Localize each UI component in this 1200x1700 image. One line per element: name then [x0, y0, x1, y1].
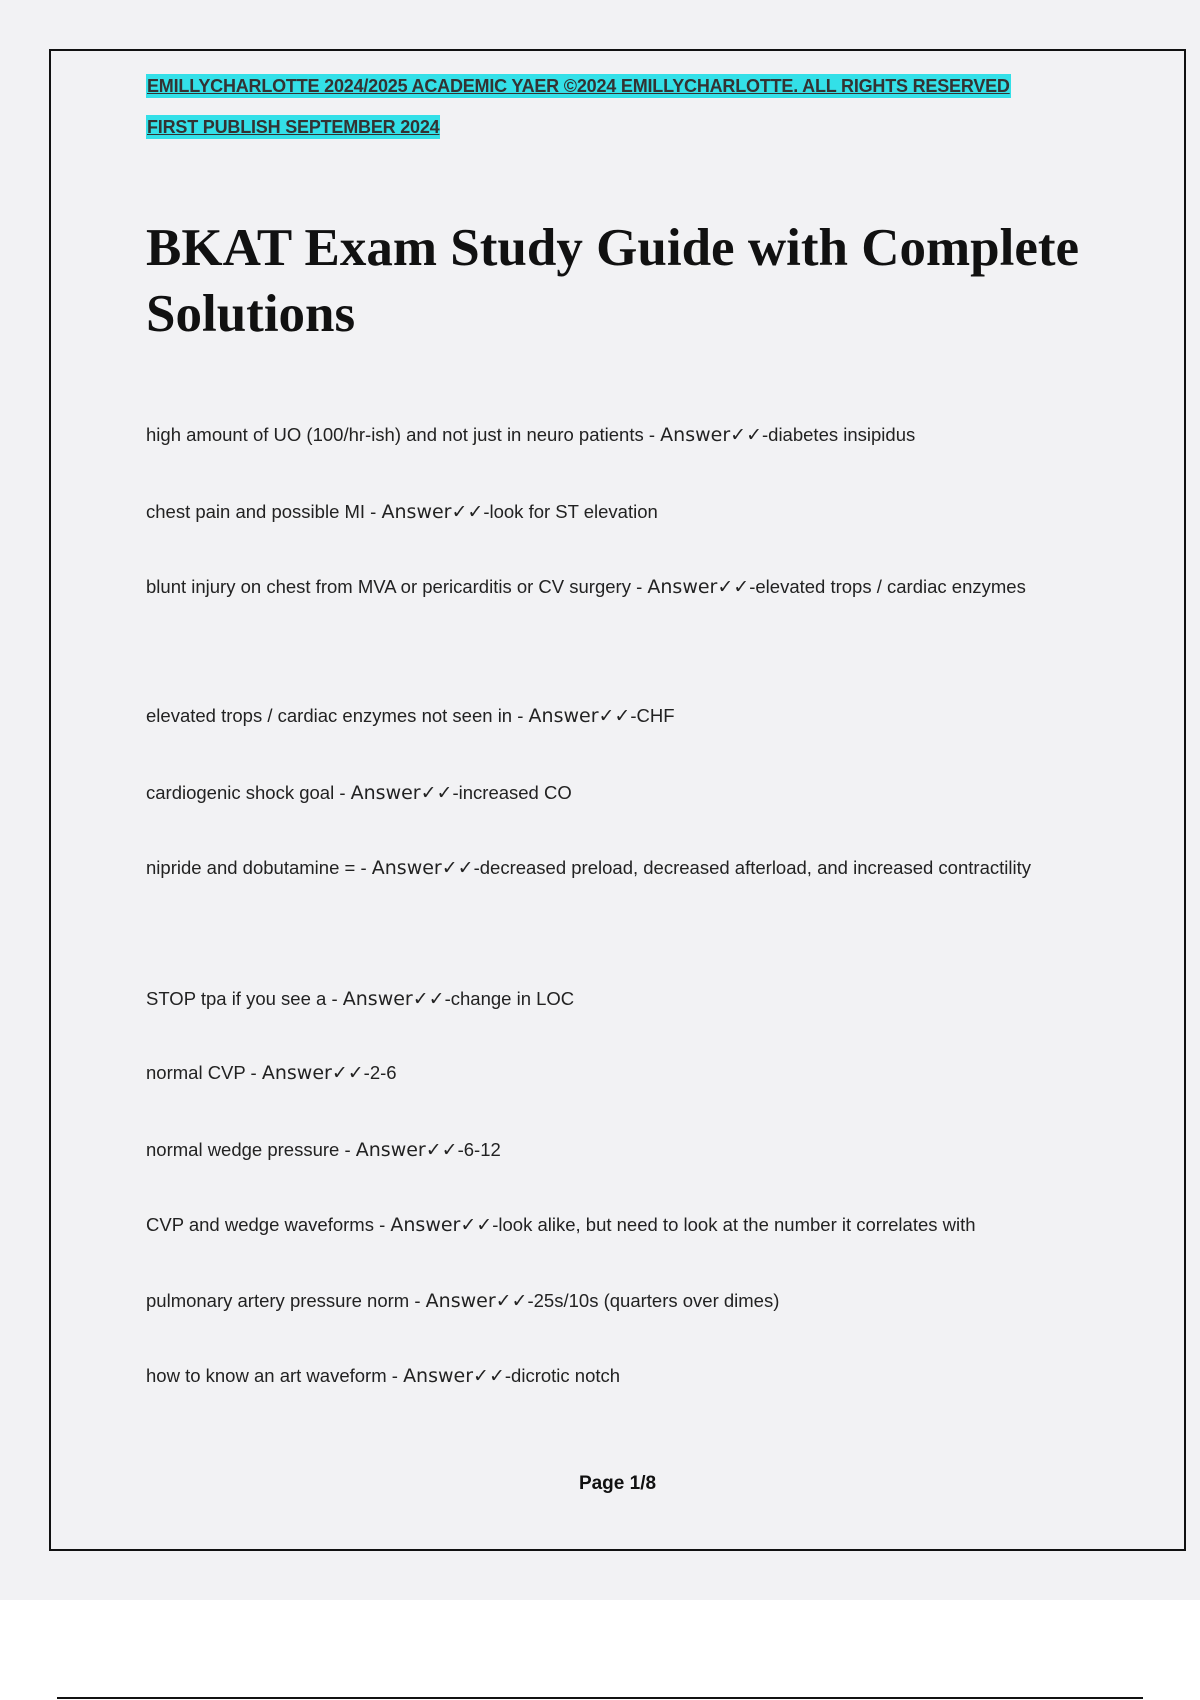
qa-answer: -CHF [630, 705, 675, 726]
qa-answer: -change in LOC [444, 988, 575, 1009]
answer-marker: Answer✓✓ [528, 705, 631, 727]
qa-item [146, 484, 1076, 540]
answer-marker: Answer✓✓ [647, 576, 750, 598]
qa-question: elevated trops / cardiac enzymes not seen in - [146, 705, 529, 726]
qa-item [146, 765, 1076, 821]
qa-answer: -6-12 [457, 1139, 501, 1160]
qa-question: STOP tpa if you see a - [146, 988, 343, 1009]
qa-answer: -increased CO [452, 782, 572, 803]
copyright-header: EMILLYCHARLOTTE 2024/2025 ACADEMIC YAER ©2024 EMILLYCHARLOTTE. ALL RIGHTS RESERVED [147, 76, 1010, 96]
answer-marker: Answer✓✓ [403, 1365, 505, 1387]
qa-item [146, 971, 1076, 1027]
qa-question: blunt injury on chest from MVA or pericarditis or CV surgery - [146, 576, 648, 597]
answer-marker: Answer✓✓ [660, 424, 762, 446]
qa-question: nipride and dobutamine = - [146, 857, 372, 878]
qa-item [146, 407, 1076, 463]
answer-marker: Answer✓✓ [381, 501, 484, 523]
page-divider [57, 1697, 1143, 1699]
qa-answer: -2-6 [363, 1062, 397, 1083]
qa-answer: -decreased preload, decreased afterload, and increased contractility [473, 857, 1031, 878]
qa-question: normal wedge pressure - [146, 1139, 356, 1160]
qa-answer: -look for ST elevation [483, 501, 658, 522]
answer-marker: Answer✓✓ [350, 782, 453, 804]
qa-item [146, 1122, 1076, 1178]
answer-marker: Answer✓✓ [261, 1062, 364, 1084]
answer-marker: Answer✓✓ [355, 1139, 458, 1161]
qa-item [146, 1045, 1076, 1101]
answer-marker: Answer✓✓ [425, 1290, 528, 1312]
qa-item [146, 840, 1076, 896]
qa-question: normal CVP - [146, 1062, 262, 1083]
qa-answer: -25s/10s (quarters over dimes) [527, 1290, 780, 1311]
publish-date-header: FIRST PUBLISH SEPTEMBER 2024 [147, 117, 440, 137]
qa-answer: -elevated trops / cardiac enzymes [749, 576, 1026, 597]
document-title: BKAT Exam Study Guide with Complete Solutions [146, 219, 1080, 343]
qa-item [146, 1348, 1076, 1404]
qa-question: chest pain and possible MI - [146, 501, 382, 522]
answer-marker: Answer✓✓ [342, 988, 445, 1010]
qa-answer: -diabetes insipidus [762, 424, 916, 445]
page-number: Page 1/8 [578, 1473, 657, 1494]
qa-question: high amount of UO (100/hr-ish) and not just in neuro patients - [146, 424, 661, 445]
qa-answer: -dicrotic notch [504, 1365, 621, 1386]
qa-question: pulmonary artery pressure norm - [146, 1290, 426, 1311]
qa-answer: -look alike, but need to look at the number it correlates with [492, 1214, 976, 1235]
qa-item [146, 688, 1076, 744]
qa-item [146, 559, 1076, 615]
qa-question: CVP and wedge waveforms - [146, 1214, 391, 1235]
qa-item [146, 1197, 1076, 1253]
qa-question: cardiogenic shock goal - [146, 782, 351, 803]
qa-item [146, 1273, 1076, 1329]
answer-marker: Answer✓✓ [371, 857, 474, 879]
qa-question: how to know an art waveform - [146, 1365, 404, 1386]
answer-marker: Answer✓✓ [390, 1214, 493, 1236]
